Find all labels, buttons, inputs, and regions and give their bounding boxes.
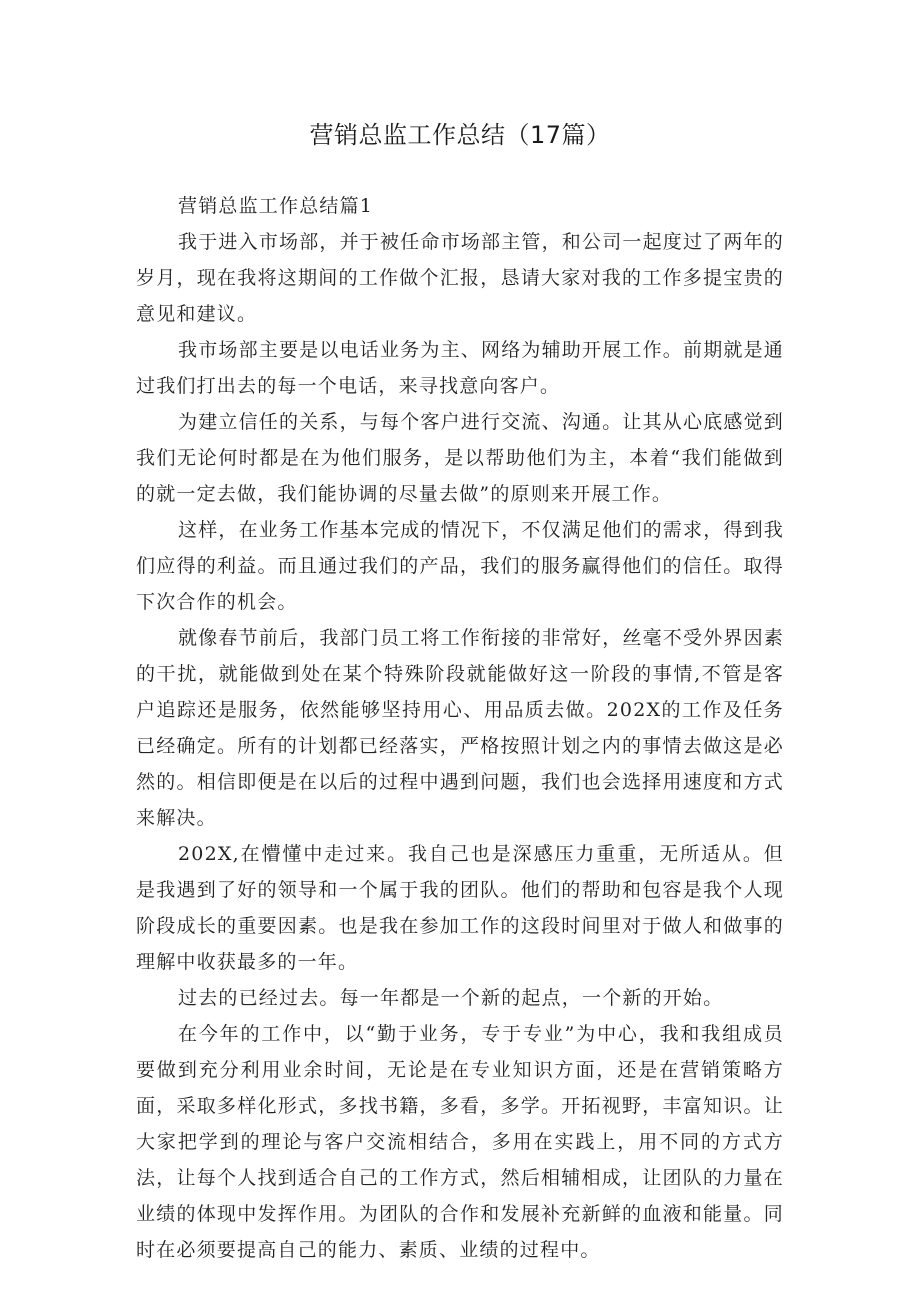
paragraph-6: 202X,在懵懂中走过来。我自己也是深感压力重重，无所适从。但是我遇到了好的领导和一个属于我的团队。他们的帮助和包容是我个人现阶段成长的重要因素。也是我在参加工作的这段时间里对于做人和做事的理解中收获最多的一年。	[136, 843, 784, 973]
paragraph-3: 为建立信任的关系，与每个客户进行交流、沟通。让其从心底感觉到我们无论何时都是在为他们服务，是以帮助他们为主，本着“我们能做到的就一定去做，我们能协调的尽量去做”的原则来开展工作。	[136, 411, 785, 505]
paragraph-4: 这样，在业务工作基本完成的情况下，不仅满足他们的需求，得到我们应得的利益。而且通过我们的产品，我们的服务赢得他们的信任。取得下次合作的机会。	[136, 519, 785, 613]
section-heading: 营销总监工作总结篇1	[178, 195, 374, 217]
paragraph-1: 我于进入市场部，并于被任命市场部主管，和公司一起度过了两年的岁月，现在我将这期间的工作做个汇报，恳请大家对我的工作多提宝贵的意见和建议。	[136, 231, 785, 325]
paragraph-5: 就像春节前后，我部门员工将工作衔接的非常好，丝毫不受外界因素的干扰，就能做到处在某个特殊阶段就能做好这一阶段的事情,不管是客户追踪还是服务，依然能够坚持用心、用品质去做。202X的工作及任务已经确定。所有的计划都已经落实，严格按照计划之内的事情去做这是必然的。相信即便是在以后的过程中遇到问题，我们也会选择用速度和方式来解决。	[136, 627, 785, 829]
document-title: 营销总监工作总结（17篇）	[309, 121, 611, 149]
paragraph-2: 我市场部主要是以电话业务为主、网络为辅助开展工作。前期就是通过我们打出去的每一个电话，来寻找意向客户。	[136, 339, 785, 397]
paragraph-8: 在今年的工作中，以“勤于业务，专于专业”为中心，我和我组成员要做到充分利用业余时间，无论是在专业知识方面，还是在营销策略方面，采取多样化形式，多找书籍，多看，多学。开拓视野，丰富知识。让大家把学到的理论与客户交流相结合，多用在实践上，用不同的方式方法，让每个人找到适合自己的工作方式，然后相辅相成，让团队的力量在业绩的体现中发挥作用。为团队的合作和发展补充新鲜的血液和能量。同时在必须要提高自己的能力、素质、业绩的过程中。	[136, 1023, 784, 1261]
document-body	[136, 188, 784, 1268]
paragraph-7: 过去的已经过去。每一年都是一个新的起点，一个新的开始。	[178, 987, 724, 1009]
